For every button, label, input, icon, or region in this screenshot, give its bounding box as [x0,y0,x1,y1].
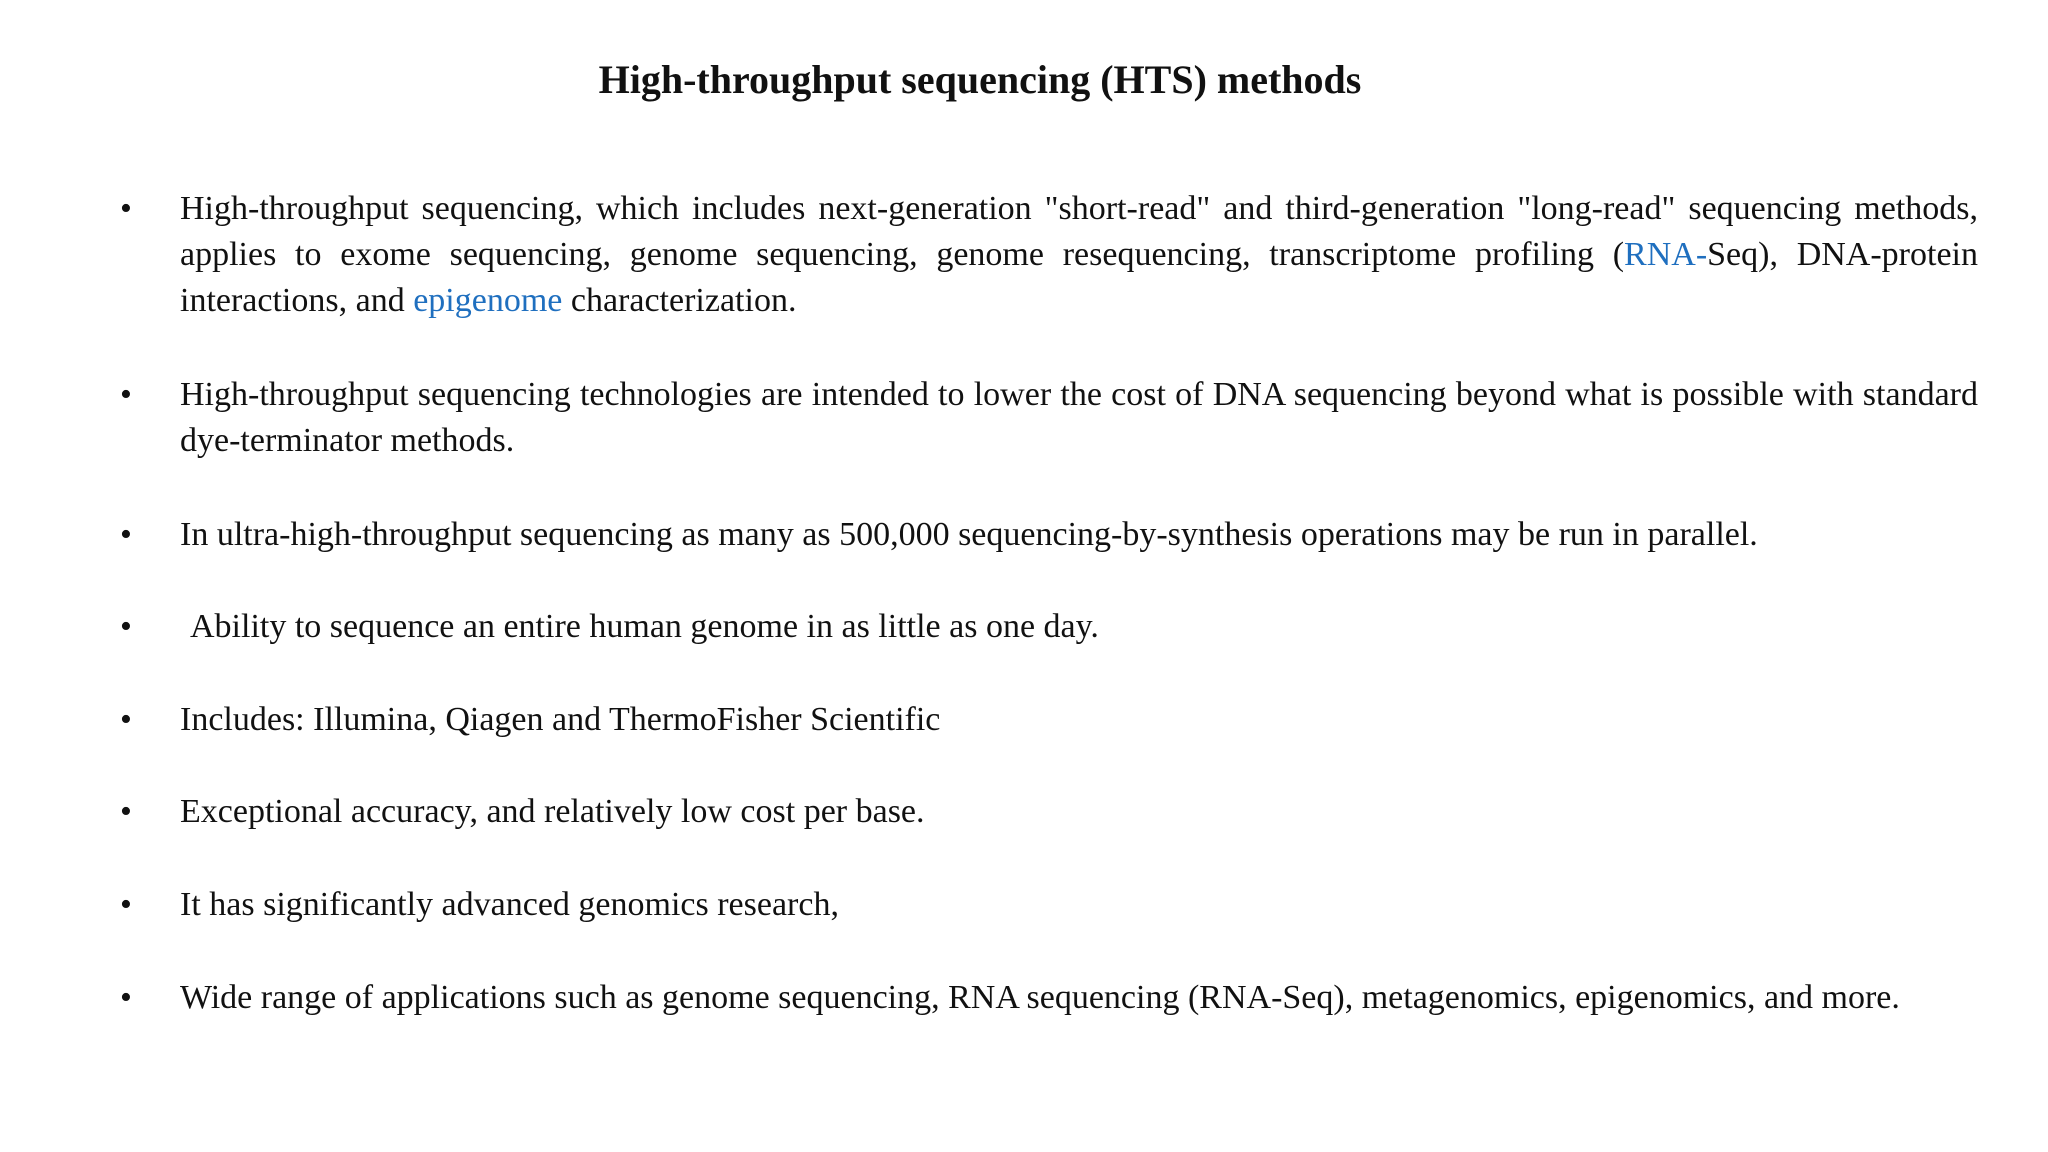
bullet-icon: • [120,516,132,553]
bullet-text: In ultra-high-throughput sequencing as many as 500,000 sequencing-by-synthesis operations may be run in parallel. [180,516,1758,553]
slide-title: High-throughput sequencing (HTS) methods [598,57,1362,102]
bullet-text: Wide range of applications such as genome sequencing, RNA sequencing (RNA-Seq), metagenomics, epigenomics, and more. [180,979,1900,1016]
bullet-icon: • [120,979,132,1016]
bullet-text-part: characterization. [562,282,797,319]
epigenome-link[interactable]: epigenome [413,282,563,319]
bullet-icon: • [120,793,132,830]
bullet-text: Includes: Illumina, Qiagen and ThermoFisher Scientific [180,701,941,738]
bullet-icon: • [120,190,132,227]
bullet-icon: • [120,376,132,413]
bullet-text-part: High-throughput sequencing, which includes next-generation "short-read" and third-generation "long-read" sequencing methods, applies to exome sequencing, genome sequencing, genome resequencing, transcriptome profiling ( [180,190,1978,273]
bullet-text: Ability to sequence an entire human genome in as little as one day. [190,608,1099,645]
rna-link[interactable]: RNA- [1624,236,1708,273]
bullet-icon: • [120,886,132,923]
bullet-icon: • [120,608,132,645]
bullet-text-part: Seq), DNA-protein interactions, and [180,236,1978,319]
bullet-text [180,186,1978,324]
bullet-text: High-throughput sequencing technologies are intended to lower the cost of DNA sequencing beyond what is possible with standard dye-terminator methods. [180,376,1978,459]
bullet-text: It has significantly advanced genomics research, [180,886,839,923]
bullet-icon: • [120,701,132,738]
bullet-text: Exceptional accuracy, and relatively low cost per base. [180,793,925,830]
